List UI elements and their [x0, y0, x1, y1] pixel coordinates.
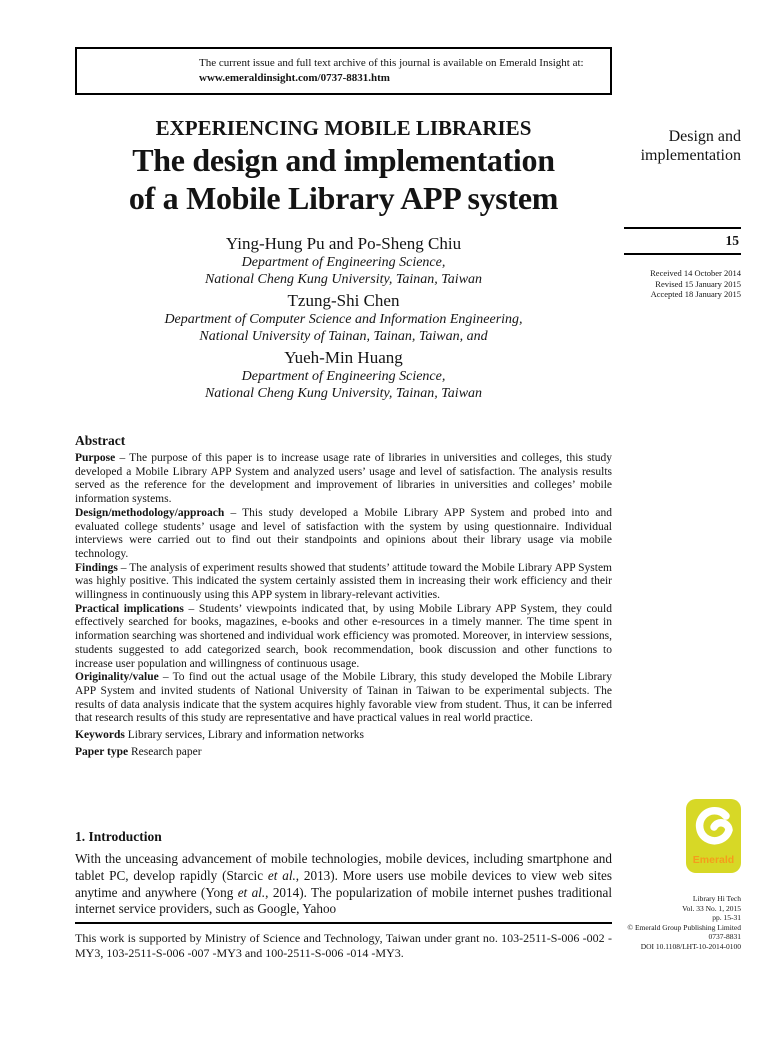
- abstract-text-findings: – The analysis of experiment results showed that students’ attitude toward the Mobile Library APP System was highly positive. This indicated the system certainly assisted them in increasing their work efficiency and their willingness in continuously using this APP system in library-relevant activities.: [75, 561, 612, 602]
- running-head: [561, 127, 741, 165]
- colophon-journal-title: Library Hi Tech: [692, 894, 741, 903]
- abstract-originality-value: [75, 671, 612, 726]
- running-head-line1: Design and: [668, 128, 741, 145]
- colophon-doi: DOI 10.1108/LHT-10-2014-0100: [640, 941, 741, 951]
- date-revised: Revised 15 January 2015: [655, 278, 741, 289]
- emerald-logo: [686, 799, 741, 873]
- emerald-wordmark: Emerald: [692, 854, 735, 866]
- archive-availability-text: The current issue and full text archive of this journal is available on Emerald Insight at:: [199, 57, 584, 69]
- abstract-text-originality: – To find out the actual usage of the Mobile Library, this study developed the Mobile Library APP System and invited students of National University of Tainan in Taiwan to be experimental subjects. The results of data analysis indicate that the system acquires highly favorable view from student. Thus, it can be inferred that research results of this study are representative and have practical values in real world practice.: [75, 671, 612, 725]
- abstract-text-design: – This study developed a Mobile Library APP System and probed into and evaluated college students’ usage and level of satisfaction with the system by using questionnaire. Individual interviews were carried out to find out their standpoints and opinions about their library usage via mobile technology.: [75, 506, 612, 560]
- abstract-label-design: Design/methodology/approach: [75, 506, 225, 519]
- author-name: Yueh-Min Huang: [284, 348, 403, 367]
- abstract-design-methodology: [75, 507, 612, 562]
- article-history: [650, 268, 741, 300]
- colophon-pages: pp. 15-31: [712, 913, 741, 923]
- author-affiliation: National Cheng Kung University, Tainan, Taiwan: [204, 386, 483, 401]
- author-affiliation: Department of Engineering Science,: [241, 255, 446, 270]
- abstract-text-practical: – Students’ viewpoints indicated that, by using Mobile Library APP System, they could effectively searched for books, magazines, e-books and other e-resources in a timely manner. The time spent in information searching was shortened and individual work efficiency was promoted. Moreover, in interview sessions, students suggested to add categorized search, book recommendation, book discussion and other functions to increase user population and willingness of continuous usage.: [75, 602, 613, 670]
- abstract-label-originality: Originality/value: [75, 671, 159, 684]
- abstract-text-purpose: – The purpose of this paper is to increase usage rate of libraries in universities and colleges, this study developed a Mobile Library APP System and analyzed users’ usage and level of satisfaction. The analysis results served as the reference for the development and improvement of libraries in universities and colleges’ mobile information systems.: [75, 452, 612, 506]
- article-title-line1: The design and implementation: [132, 142, 555, 178]
- acknowledgement-footnote: This work is supported by Ministry of Science and Technology, Taiwan under grant no. 103-2511-S-006 -002 -MY3, 103-2511-S-006 -007 -MY3 and 100-2511-S-006 -014 -MY3.: [75, 922, 612, 961]
- abstract-label-purpose: Purpose: [75, 452, 116, 464]
- article-title-line2: of a Mobile Library APP system: [128, 180, 559, 216]
- colophon-volume-issue: Vol. 33 No. 1, 2015: [682, 903, 741, 913]
- keywords-line: [75, 729, 612, 743]
- article-title: [75, 141, 612, 217]
- abstract-label-findings: Findings: [75, 561, 118, 574]
- date-accepted: Accepted 18 January 2015: [650, 289, 741, 299]
- authors-block: [75, 231, 612, 402]
- paper-type-line: [75, 746, 612, 760]
- abstract-findings: [75, 562, 612, 603]
- keywords-label: Keywords: [75, 729, 125, 742]
- abstract-practical-implications: [75, 603, 612, 672]
- author-name: Tzung-Shi Chen: [287, 291, 400, 310]
- paper-type-label: Paper type: [75, 745, 129, 758]
- introduction-paragraph: With the unceasing advancement of mobile technologies, mobile devices, including smartphone and tablet PC, develop rapidly (Starcic et al., 2013). More users use mobile devices to view web sites anytime and anywhere (Yong et al., 2014). The popularization of mobile internet pushes traditional internet service providers, such as Google, Yahoo: [75, 851, 613, 917]
- author-affiliation: Department of Engineering Science,: [241, 369, 446, 384]
- colophon-issn: 0737-8831: [708, 932, 741, 942]
- keywords-text: Library services, Library and information networks: [124, 729, 365, 742]
- abstract-purpose: [75, 452, 612, 507]
- series-title: EXPERIENCING MOBILE LIBRARIES: [155, 116, 532, 140]
- author-affiliation: Department of Computer Science and Information Engineering,: [164, 312, 523, 327]
- introduction-section: [75, 829, 612, 918]
- abstract-section: [75, 433, 612, 759]
- date-received: Received 14 October 2014: [650, 268, 741, 278]
- abstract-label-practical: Practical implications: [75, 602, 184, 615]
- emerald-logo-graphic: [686, 799, 741, 873]
- journal-colophon: [627, 894, 741, 952]
- author-affiliation: National University of Tainan, Tainan, Taiwan, and: [199, 329, 488, 344]
- author-affiliation: National Cheng Kung University, Tainan, Taiwan: [204, 272, 483, 287]
- running-head-line2: implementation: [640, 147, 741, 164]
- colophon-copyright: © Emerald Group Publishing Limited: [627, 922, 741, 932]
- author-name: Ying-Hung Pu and Po-Sheng Chiu: [225, 234, 462, 253]
- journal-archive-link[interactable]: www.emeraldinsight.com/0737-8831.htm: [199, 72, 390, 84]
- archive-box: [75, 47, 612, 95]
- page-number: 15: [624, 227, 741, 255]
- introduction-heading: 1. Introduction: [75, 829, 162, 844]
- paper-type-text: Research paper: [128, 745, 202, 758]
- abstract-heading: Abstract: [75, 433, 126, 448]
